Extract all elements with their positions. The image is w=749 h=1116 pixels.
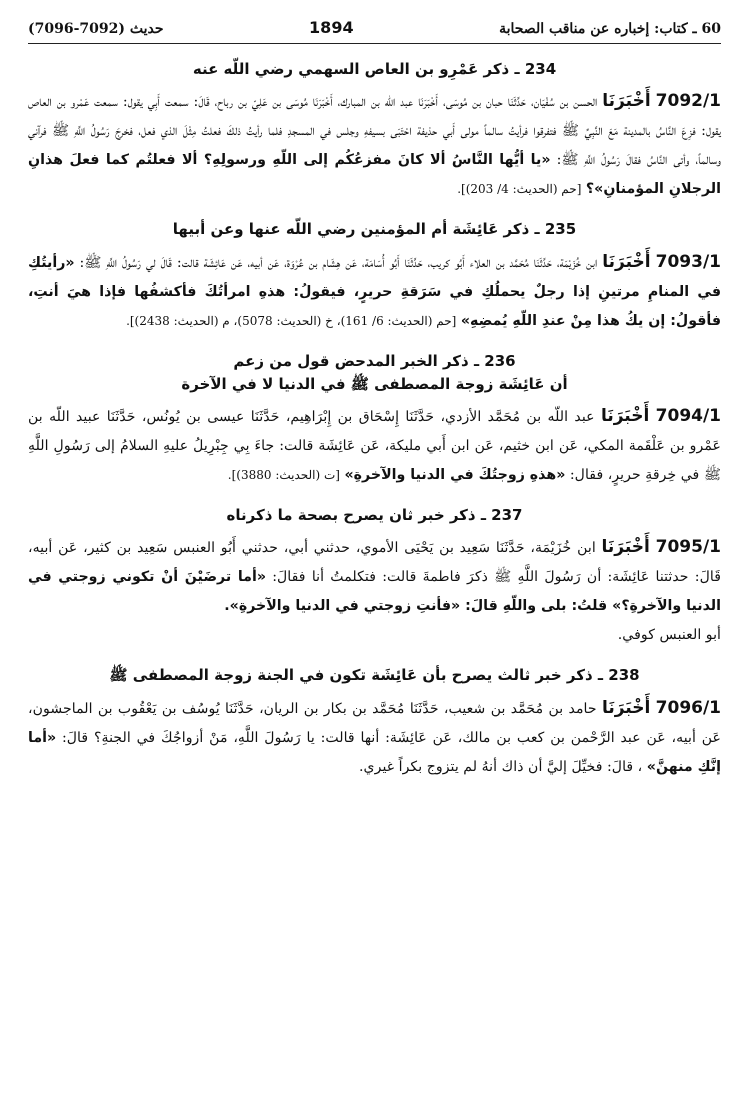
- hadith-quote: «هذهِ زوجتُكَ في الدنيا والآخرةِ»: [344, 467, 566, 483]
- page-header: [28, 18, 721, 44]
- narrator-note: أبو العنبس كوفي.: [617, 627, 721, 644]
- page-number: 1894: [309, 18, 354, 37]
- hadith-number: 7093/1: [655, 251, 721, 272]
- hadith-text: [28, 694, 721, 782]
- section-238: [28, 664, 721, 781]
- akhbarana-word: أَخْبَرَنَا: [601, 537, 650, 558]
- section-heading: 237 ـ ذكر خبر ثان يصرح بصحة ما ذكرناه: [226, 506, 523, 524]
- section-heading: 238 ـ ذكر خبر ثالث يصرح بأن عَائِشَة تكون في الجنة زوجة المصطفى ﷺ: [109, 666, 640, 685]
- akhbarana-word: أَخْبَرَنَا: [600, 406, 650, 426]
- section-235: [28, 218, 721, 335]
- hadith-citation: [ت (الحديث: 3880)].: [227, 468, 340, 482]
- hadith-chain: عبد اللّه بن مُحَمَّد الأزدي، حَدَّثَنَا إِسْحَاق بن إِبْرَاهِيم، حَدَّثَنَا عيسى بن يُونُس، حَدَّثَنَا عبيد اللّه بن عَمْرو بن عَلْقَمة المكي، عَن ابن خثيم، عَن ابن أَبي مليكة، عَن عَائِشَة قالت: جاءَ بِي جِبْرِيلُ عليهِ السلامُ إلى رَسُولِ اللَّهِ ﷺ في خِرقةِ حريرٍ، فقال:: [28, 409, 721, 483]
- section-234: [28, 58, 721, 204]
- hadith-quote: «يا أيُّها النَّاسُ ألا كانَ مفزعُكُم إلى اللّهِ ورسولِهِ؟ ألا فعلتُم كما فعلَ هذانِ الرجلانِ المؤمنانِ»؟: [28, 152, 721, 198]
- hadith-text: [28, 87, 721, 204]
- hadith-chain: ابن خُزَيْمَة، حَدَّثَنَا مُحَمَّد بن العلاء أَبُو كريب، حَدَّثَنَا أَبُو أُسَامَة، عَن هِشَام بن عُرْوَة، عَن أبيه، عَن عَائِشَة قالت: قَالَ لي رَسُولُ اللَّهِ ﷺ:: [79, 254, 598, 271]
- hadith-text: [28, 533, 721, 621]
- hadith-text: [28, 402, 721, 490]
- akhbarana-word: أَخْبَرَنَا: [602, 91, 651, 112]
- section-heading: [28, 350, 721, 397]
- hadith-quote: «أما ترضَيْنَ أنْ تكوني زوجتي في الدنيا والآخرةِ؟» قلتُ: بلى واللّهِ قالَ: «فأنتِ زوجتي في الدنيا والآخرةِ».: [28, 569, 721, 615]
- hadith-number: 7094/1: [655, 406, 722, 426]
- chapter-title: 60 ـ كتاب: إخباره عن مناقب الصحابة: [499, 21, 721, 37]
- hadith-quote: «رأيتُكِ في المنامِ مرتينِ إذا رجلٌ يحملُكِ في سَرَقةِ حريرٍ، فيقولُ: هذهِ امرأتُكَ فأكشفُها فإذا هيَ أنتِ، فأقولُ: إن يكُ هذا مِنْ عندِ اللّهِ يُمضِهِ»: [28, 254, 721, 329]
- hadith-chain: الحسن بن سُفْيَان، حَدَّثَنَا حبان بن مُوسَى، أَخْبَرَنَا عبد اللّه بن المبارك، أَخْبَرَنَا مُوسَى بن عَلِيّ بن رباح، قَالَ: سمعت أَبِي يقول: سمعت عَمْرو بن العاص يقول: فزِعَ النَّاسُ بالمدينة مَعَ النَّبِيِّ ﷺ فتفرقوا فرأيتُ سالماً مولى أَبي حذيفة احْتَبَى بسيفهِ وجلس في المسجدِ فلما رأيتُ ذلكَ فعلتُ مِثْلَ الذي فعل، فخرجَ رَسُولُ اللَّهِ ﷺ فرآني وسالماً، وأتى النَّاسُ فقالَ رَسُولُ اللَّهِ ﷺ:: [28, 94, 722, 169]
- hadith-chain: حامد بن مُحَمَّد بن شعيب، حَدَّثَنَا مُحَمَّد بن بكار بن الريان، حَدَّثَنَا يُوسُف بن يَعْقُوب بن الماجشون، عَن أبيه، عَن عبد الرَّحْمن بن كعب بن مالك، عَن عَائِشَة: أنها قالت: يا رَسُولَ اللَّهِ، مَنْ أزواجُكَ في الجنةِ؟ قالَ:: [28, 700, 721, 746]
- section-heading: 234 ـ ذكر عَمْرِو بن العاص السهمي رضي اللّه عنه: [192, 60, 557, 78]
- hadith-number: 7096/1: [655, 697, 722, 718]
- hadith-citation: [حم (الحديث: 6/ 161)، خ (الحديث: 5078)، م (الحديث: 2438)].: [126, 313, 457, 328]
- section-heading-line2: أن عَائِشَة زوجة المصطفى ﷺ في الدنيا لا في الآخرة: [181, 374, 568, 393]
- hadith-number: 7095/1: [655, 537, 721, 558]
- section-237: [28, 504, 721, 650]
- hadith-number: 7092/1: [655, 91, 722, 112]
- hadith-ending: ، قالَ: فخيِّلَ إليَّ أن ذاك أنهُ لم يتزوج بكراً غيري.: [359, 758, 643, 775]
- book-page: [28, 18, 721, 1098]
- hadith-text: [28, 248, 721, 336]
- section-236: [28, 350, 721, 491]
- akhbarana-word: أَخْبَرَنَا: [601, 697, 651, 718]
- section-heading: 235 ـ ذكر عَائِشَة أم المؤمنين رضي اللّه عنها وعن أبيها: [172, 220, 577, 239]
- hadith-citation: [حم (الحديث: 4/ 203)].: [457, 182, 582, 197]
- akhbarana-word: أَخْبَرَنَا: [602, 251, 651, 272]
- section-heading-line1: 236 ـ ذكر الخبر المدحض قول من زعم: [233, 351, 516, 370]
- hadith-range: حديث (7092-7096): [28, 21, 164, 37]
- hadith-chain: ابن خُزَيْمَة، حَدَّثَنَا سَعِيد بن يَحْيَى الأموي، حدثني أبي، حدثني أَبُو العنبس سَعِيد بن كثير، عَن أبيه، قَالَ: حدثتنا عَائِشَة: أن رَسُولَ اللَّهِ ﷺ ذكرَ فاطمةَ قالت: فتكلمتُ أنا فقالَ:: [28, 540, 721, 586]
- hadith-quote: «أما إنَّكِ منهنَّ»: [28, 729, 721, 775]
